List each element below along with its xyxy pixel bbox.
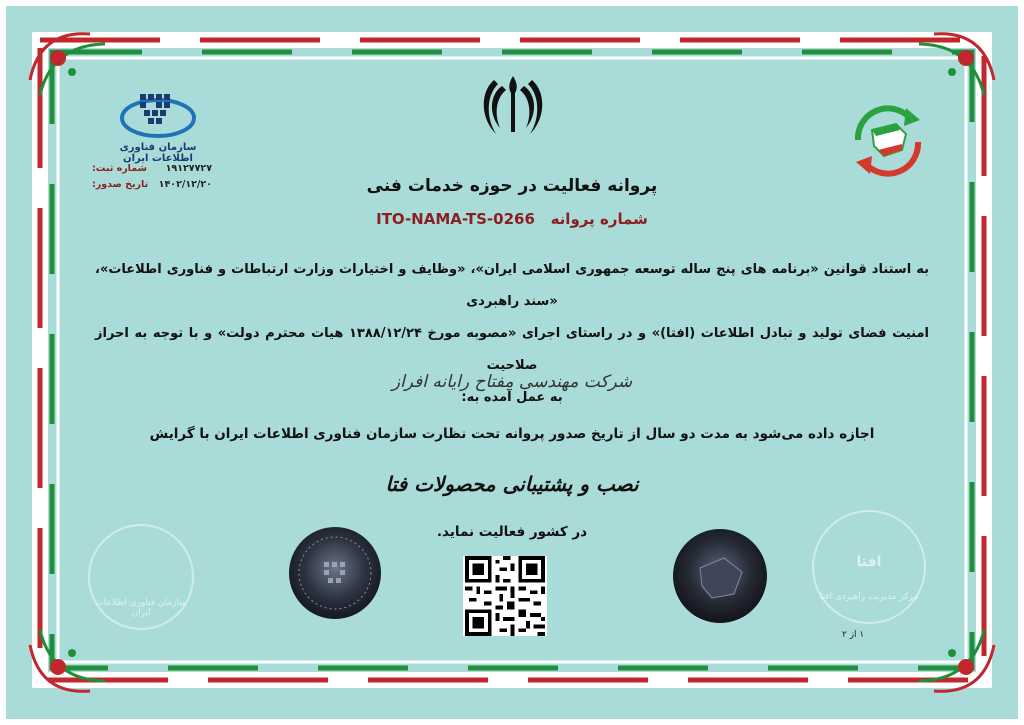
license-number: ITO-NAMA-TS-0266 [376, 210, 535, 228]
ito-logo-icon [118, 88, 198, 140]
page-indicator: ۱ از ۲ [842, 630, 865, 640]
registration-value: ۱۹۱۲۷۷۲۷ [165, 163, 212, 174]
permit-text: اجازه داده می‌شود به مدت دو سال از تاریخ صدور پروانه تحت نظارت سازمان فناوری اطلاعات ایران با گرایش [149, 426, 875, 442]
ito-org-name: سازمان فناوری اطلاعات ایران [119, 142, 197, 164]
iran-map-arrows-logo [848, 100, 928, 180]
license-line [0, 210, 1024, 228]
emboss-stamp-right [812, 510, 926, 624]
emboss-right-text: مرکز مدیریت راهبردی افتا [819, 592, 919, 602]
hologram-seal-right [672, 528, 768, 624]
issue-date-label: تاریخ صدور: [92, 179, 149, 190]
body-line-3: به عمل آمده به: [461, 390, 563, 405]
qr-code[interactable] [463, 556, 547, 636]
iran-emblem-icon [478, 70, 548, 140]
certificate-title: پروانه فعالیت در حوزه خدمات فنی [366, 176, 658, 196]
emboss-stamp-left [88, 524, 194, 630]
hologram-seal-left [288, 526, 382, 620]
body-line-1: به استناد قوانین «برنامه های پنج ساله توسعه جمهوری اسلامی ایران»، «وظایف و اختیارات وزارت ارتباطات و فناوری اطلاعات»، «سند راهبردی [95, 262, 929, 309]
country-text: در کشور فعالیت نماید. [436, 524, 588, 540]
registration-label: شماره ثبت: [92, 163, 147, 174]
body-line-2: امنیت فضای تولید و تبادل اطلاعات (افتا)» و در راستای اجرای «مصوبه مورخ ۱۳۸۸/۱۲/۲۴ هیات محترم دولت» و با توجه به احراز صلاحیت [95, 326, 929, 373]
activity-field: نصب و پشتیبانی محصولات فتا [385, 472, 639, 496]
issue-date-value: ۱۴۰۲/۱۲/۲۰ [158, 179, 212, 190]
company-name: شرکت مهندسی مفتاح رایانه افراز [391, 372, 633, 392]
emboss-left-text: سازمان فناوری اطلاعات ایران [95, 598, 187, 618]
ito-logo [98, 88, 218, 164]
license-label: شماره پروانه [550, 210, 648, 228]
emboss-right-logo: افتا [856, 554, 882, 570]
